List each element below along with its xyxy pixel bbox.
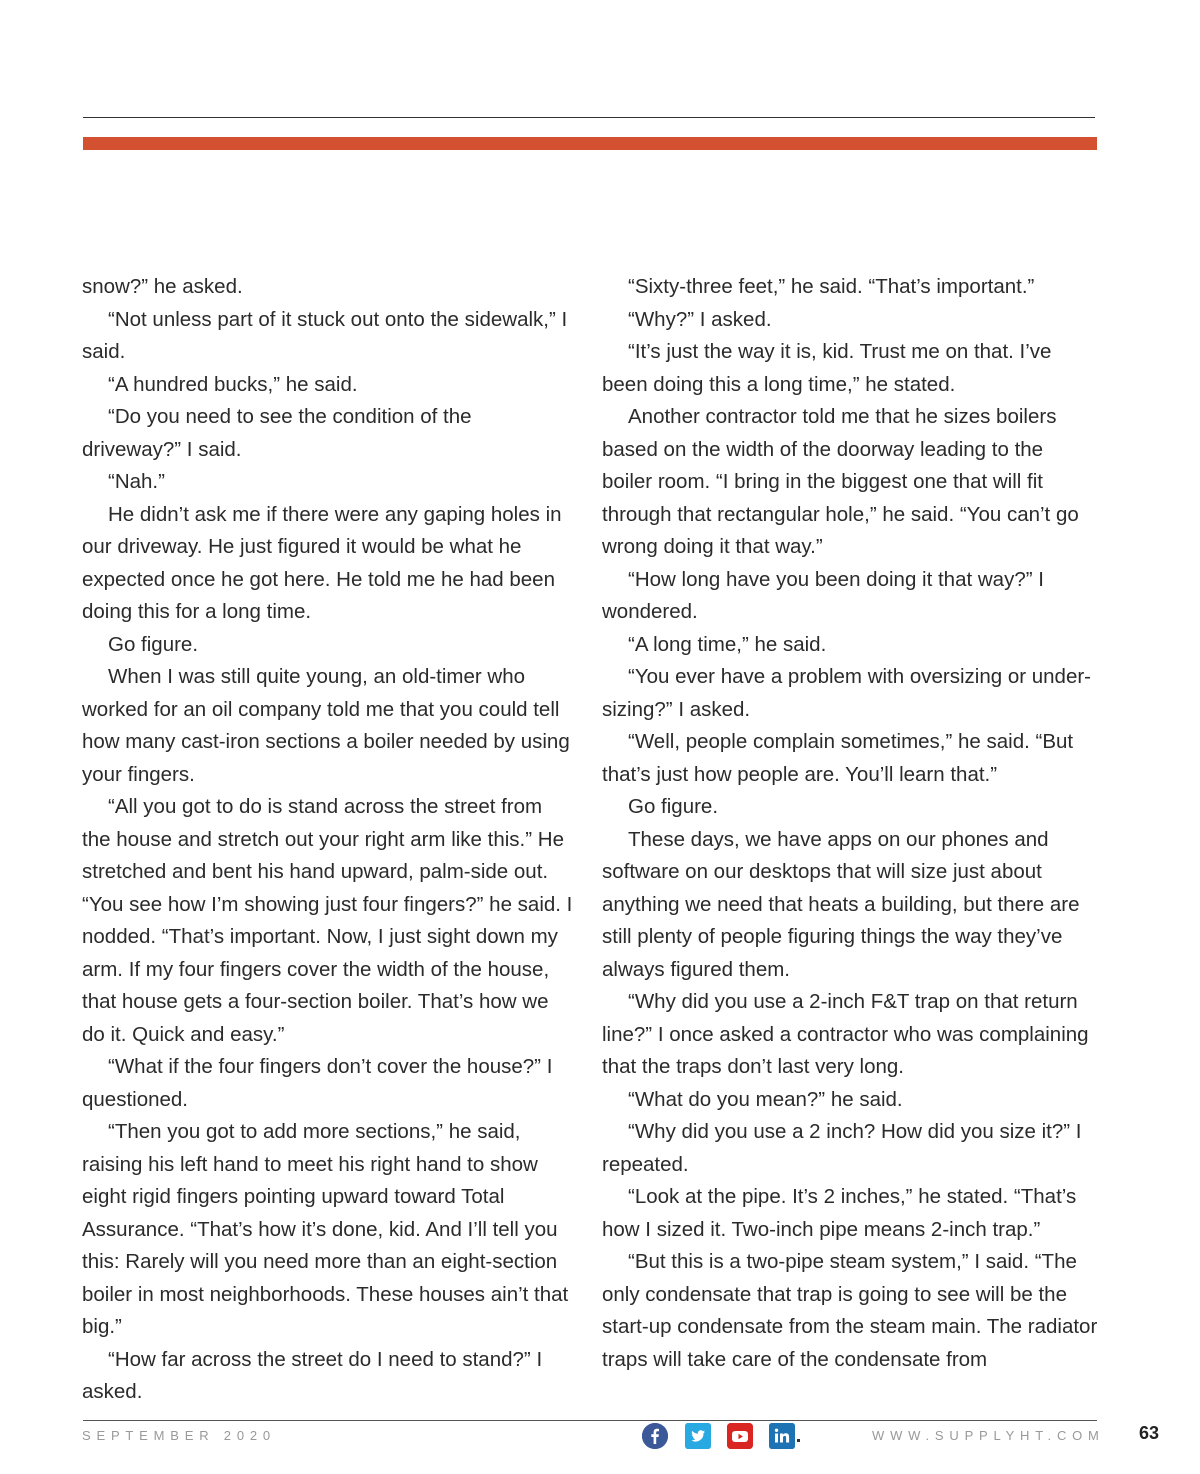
article-paragraph: He didn’t ask me if there were any gaping holes in our driveway. He just figured it would be what he expected once he got here. He told me he had been doing this for a long time. [82,502,562,623]
article-column-right [602,271,1098,1376]
article-paragraph: “Why did you use a 2-inch F&T trap on that return line?” I once asked a contractor who was complaining that the traps don’t last very long. [602,990,1089,1078]
article-paragraph: Another contractor told me that he sizes boilers based on the width of the doorway leading to the boiler room. “I bring in the biggest one that will fit through that rectangular hole,” he said. “You can’t go wrong doing it that way.” [602,405,1079,558]
article-paragraph: Go figure. [628,795,719,818]
issue-date: SEPTEMBER 2020 [82,1428,276,1443]
article-paragraph: “What if the four fingers don’t cover the house?” I questioned. [82,1055,553,1111]
article-paragraph: “Look at the pipe. It’s 2 inches,” he stated. “That’s how I sized it. Two-inch pipe means 2-inch trap.” [602,1185,1077,1241]
article-paragraph: “Do you need to see the condition of the driveway?” I said. [82,405,472,461]
facebook-icon[interactable] [642,1423,668,1449]
article-paragraph: “Not unless part of it stuck out onto the sidewalk,” I said. [82,307,568,363]
article-column-left [82,271,576,1409]
article-paragraph: “A hundred bucks,” he said. [108,372,358,396]
article-paragraph: “It’s just the way it is, kid. Trust me on that. I’ve been doing this a long time,” he stated. [602,340,1052,396]
twitter-icon[interactable] [685,1423,711,1449]
article-paragraph: snow?” he asked. [82,275,243,298]
header-accent-bar [83,137,1097,150]
article-paragraph: “Why?” I asked. [628,307,772,331]
linkedin-trademark-dot [797,1439,800,1442]
article-paragraph: “You ever have a problem with oversizing or under-sizing?” I asked. [602,665,1092,721]
article-paragraph: “How far across the street do I need to stand?” I asked. [82,1347,543,1403]
header-rule [83,117,1095,118]
article-paragraph: Go figure. [108,632,199,656]
article-paragraph: “A long time,” he said. [628,632,827,656]
article-paragraph: These days, we have apps on our phones and software on our desktops that will size just about anything we need that heats a building, but there are still plenty of people figuring things the way they’ve always figured them. [602,827,1080,981]
page-number: 63 [1139,1423,1160,1443]
article-paragraph: “Why did you use a 2 inch? How did you size it?” I repeated. [602,1120,1082,1176]
article-paragraph: “Well, people complain sometimes,” he said. “But that’s just how people are. You’ll learn that.” [602,730,1074,786]
article-paragraph: “All you got to do is stand across the street from the house and stretch out your right arm like this.” He stretched and bent his hand upward, palm-side out. “You see how I’m showing just four fingers?” he said. I nodded. “That’s important. Now, I just sight down my arm. If my four fingers cover the width of the house, that house gets a four-section boiler. That’s how we do it. Quick and easy.” [82,795,573,1046]
article-paragraph: “Sixty-three feet,” he said. “That’s important.” [628,275,1035,298]
article-paragraph: “How long have you been doing it that way?” I wondered. [602,567,1044,623]
website-url[interactable]: WWW.SUPPLYHT.COM [872,1428,1105,1443]
linkedin-icon[interactable] [769,1423,795,1449]
article-paragraph: “What do you mean?” he said. [628,1087,903,1111]
article-paragraph: “But this is a two-pipe steam system,” I said. “The only condensate that trap is going to see will be the start-up condensate from the steam main. The radiator traps will take care of the condensate from [602,1250,1098,1371]
article-paragraph: “Then you got to add more sections,” he said, raising his left hand to meet his right hand to show eight rigid fingers pointing upward toward Total Assurance. “That’s how it’s done, kid. And I’ll tell you this: Rarely will you need more than an eight-section boiler in most neighborhoods. These houses ain’t that big.” [82,1120,569,1338]
youtube-icon[interactable] [727,1423,753,1449]
article-paragraph: “Nah.” [108,470,165,493]
article-paragraph: When I was still quite young, an old-timer who worked for an oil company told me that you could tell how many cast-iron sections a boiler needed by using your fingers. [82,665,570,786]
footer-rule [83,1420,1097,1421]
